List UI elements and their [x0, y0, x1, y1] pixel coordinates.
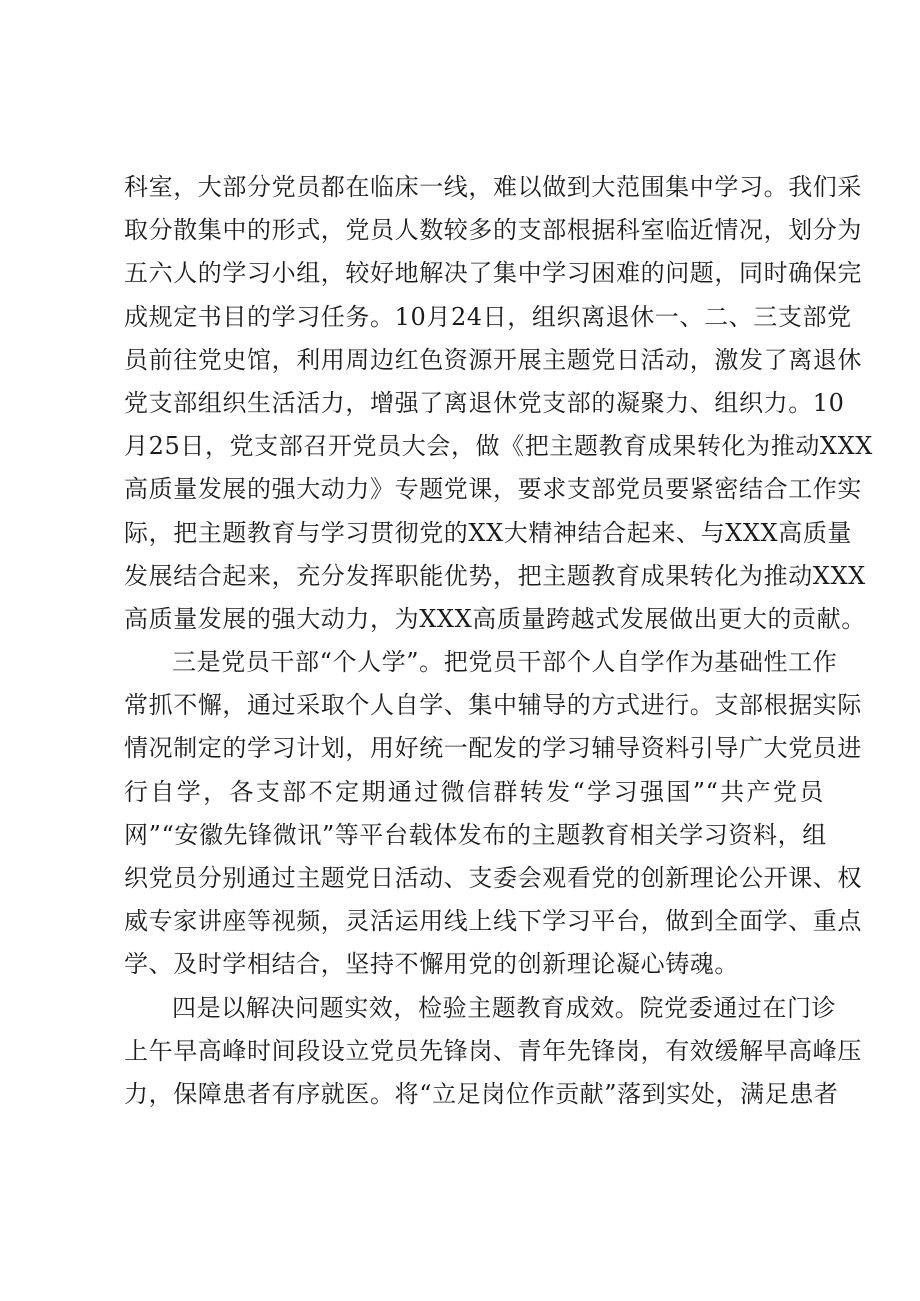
text-line: 学、及时学相结合，坚持不懈用党的创新理论凝心铸魂。 — [124, 950, 739, 979]
text-line: 成规定书目的学习任务。10月24日，组织离退休一、二、三支部党 — [124, 302, 852, 331]
text-line: 科室，大部分党员都在临床一线，难以做到大范围集中学习。我们采 — [124, 173, 862, 201]
text-line: 员前往党史馆，利用周边红色资源开展主题党日活动，激发了离退休 — [124, 345, 862, 374]
text-line: 网”“安徽先锋微讯”等平台载体发布的主题教育相关学习资料，组 — [124, 820, 827, 849]
paragraph-3 — [124, 987, 862, 1117]
text-line: 三是党员干部“个人学”。把党员干部个人自学作为基础性工作 — [172, 648, 838, 677]
text-line: 威专家讲座等视频，灵活运用线上线下学习平台，做到全面学、重点 — [124, 907, 862, 936]
paragraph-2 — [124, 641, 862, 987]
text-line: 党支部组织生活活力，增强了离退休党支部的凝聚力、组织力。10 — [124, 388, 845, 417]
text-line: 取分散集中的形式，党员人数较多的支部根据科室临近情况，划分为 — [124, 216, 862, 245]
text-line: 五六人的学习小组，较好地解决了集中学习困难的问题，同时确保完 — [124, 259, 862, 288]
document-body — [124, 166, 873, 1116]
text-line: 际，把主题教育与学习贯彻党的XX大精神结合起来、与XXX高质量 — [124, 518, 853, 547]
text-line: 发展结合起来，充分发挥职能优势，把主题教育成果转化为推动XXX — [124, 561, 866, 590]
text-line: 情况制定的学习计划，用好统一配发的学习辅导资料引导广大党员进 — [124, 734, 862, 763]
text-line: 织党员分别通过主题党日活动、支委会观看党的创新理论公开课、权 — [124, 864, 862, 892]
text-line: 上午早高峰时间段设立党员先锋岗、青年先锋岗，有效缓解早高峰压 — [124, 1036, 862, 1065]
text-line: 月25日，党支部召开党员大会，做《把主题教育成果转化为推动XXX — [124, 432, 873, 461]
text-line: 高质量发展的强大动力》专题党课，要求支部党员要紧密结合工作实 — [124, 475, 862, 504]
text-line: 力，保障患者有序就医。将“立足岗位作贡献”落到实处，满足患者 — [124, 1079, 839, 1108]
text-line: 常抓不懈，通过采取个人自学、集中辅导的方式进行。支部根据实际 — [124, 691, 862, 720]
text-line: 四是以解决问题实效，检验主题教育成效。院党委通过在门诊 — [172, 993, 837, 1022]
paragraph-1 — [124, 166, 873, 641]
text-line: 高质量发展的强大动力，为XXX高质量跨越式发展做出更大的贡献。 — [124, 604, 866, 633]
text-line: 行自学，各支部不定期通过微信群转发“学习强国”“共产党员 — [124, 777, 824, 806]
